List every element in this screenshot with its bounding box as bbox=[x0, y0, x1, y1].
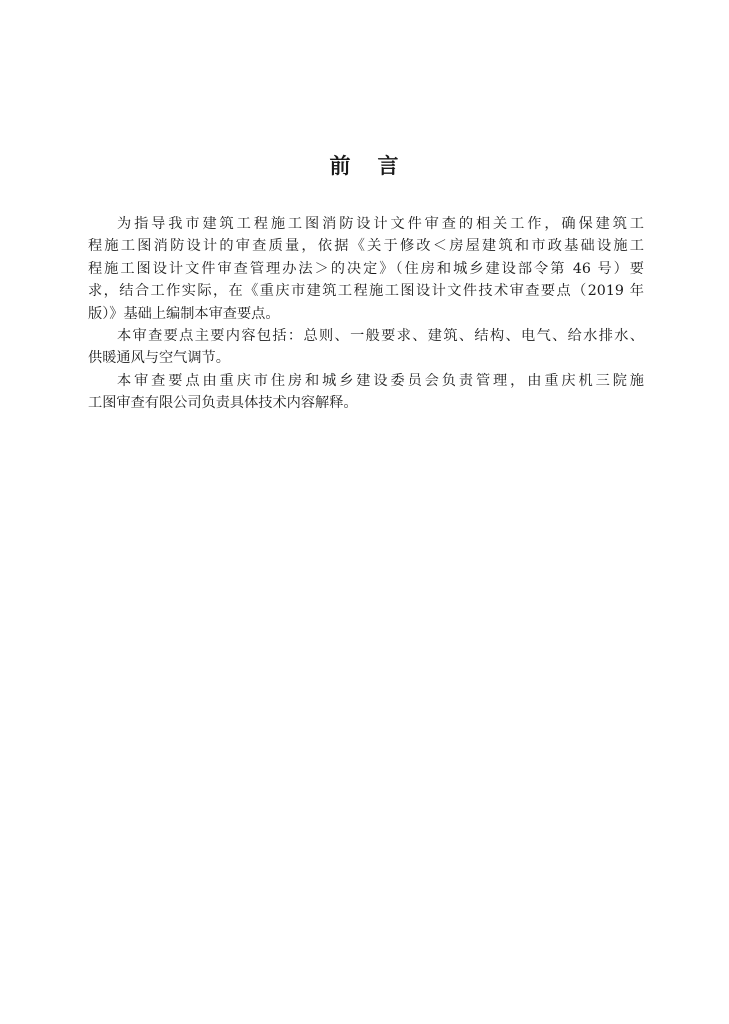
paragraph-1-line-2: 程施工图消防设计的审查质量，依据《关于修改＜房屋建筑和市政基础设施工 bbox=[88, 238, 644, 255]
paragraph-3-line-2: 工图审查有限公司负责具体技术内容解释。 bbox=[88, 395, 358, 412]
paragraph-1-line-3: 程施工图设计文件审查管理办法＞的决定》（住房和城乡建设部令第 46 号）要 bbox=[88, 260, 644, 277]
page-title-char-1: 前 bbox=[329, 154, 352, 178]
paragraph-1-line-4: 求，结合工作实际，在《重庆市建筑工程施工图设计文件技术审查要点（2019 年 bbox=[88, 283, 644, 300]
paragraph-2-line-2: 供暖通风与空气调节。 bbox=[88, 350, 230, 367]
paragraph-2-line-1: 本审查要点主要内容包括：总则、一般要求、建筑、结构、电气、给水排水、 bbox=[117, 327, 644, 344]
paragraph-1-line-5: 版）》基础上编制本审查要点。 bbox=[88, 305, 280, 322]
body-text bbox=[88, 213, 644, 415]
paragraph-3-line-1: 本审查要点由重庆市住房和城乡建设委员会负责管理，由重庆机三院施 bbox=[117, 372, 644, 389]
page-title-char-2: 言 bbox=[377, 154, 400, 178]
paragraph-1-line-1: 为指导我市建筑工程施工图消防设计文件审查的相关工作，确保建筑工 bbox=[117, 216, 644, 232]
page-title bbox=[0, 150, 729, 180]
